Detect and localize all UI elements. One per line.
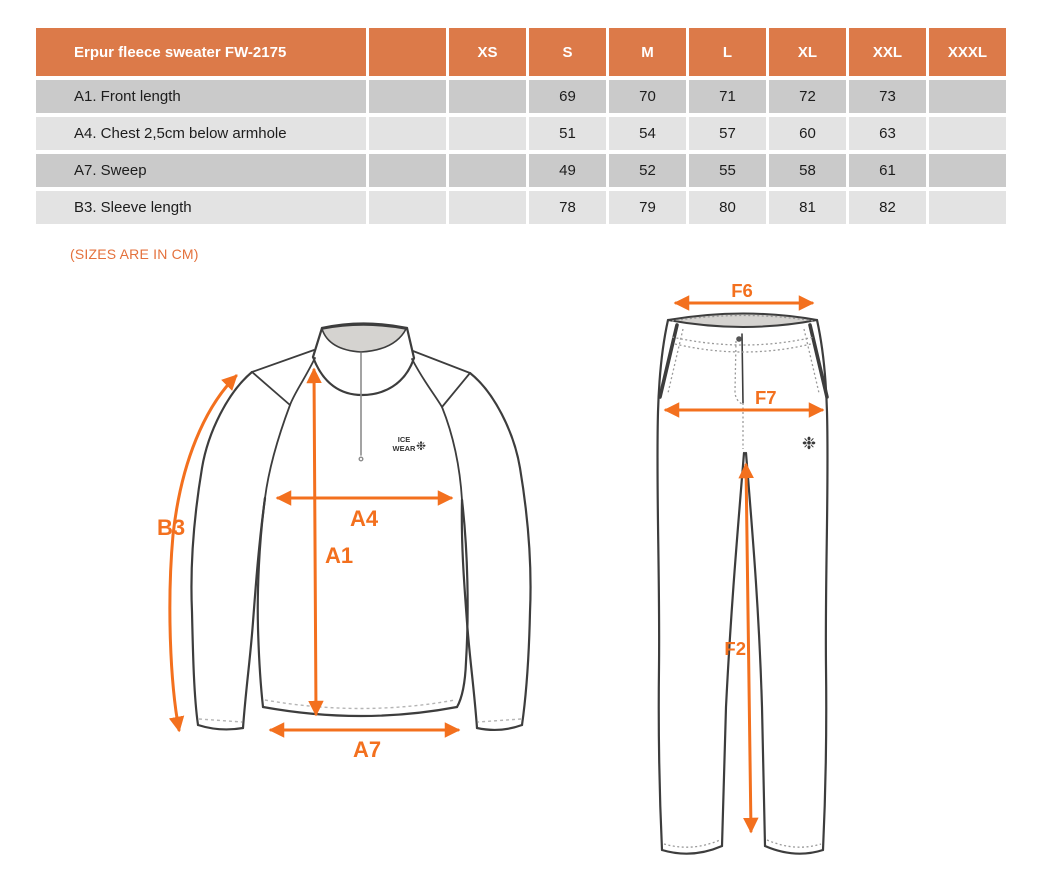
f7-label: F7 [755,387,777,408]
size-value-cell [449,117,526,150]
size-value-cell [369,80,446,113]
size-value-cell: 63 [849,117,926,150]
size-column-header-xl: XL [769,28,846,76]
sweater-stitching [199,700,521,722]
size-value-cell [369,191,446,224]
size-column-header-l: L [689,28,766,76]
size-value-cell [449,154,526,187]
size-value-cell [929,80,1006,113]
a4-label: A4 [349,506,379,531]
size-value-cell: 52 [609,154,686,187]
row-label: A7. Sweep [36,154,366,187]
size-value-cell: 82 [849,191,926,224]
size-value-cell [369,117,446,150]
size-value-cell [369,154,446,187]
row-label: A1. Front length [36,80,366,113]
size-value-cell: 60 [769,117,846,150]
left-pocket [660,325,677,397]
sweater-measurements [170,370,458,730]
b3-label: B3 [156,515,186,540]
collar-inner [322,325,406,352]
b3-arrow [170,376,236,730]
logo-text-line1: ICE [397,435,411,444]
fly-stitch [735,341,742,404]
size-value-cell: 57 [689,117,766,150]
size-column-header-xxxl: XXXL [929,28,1006,76]
f2-label: F2 [724,638,746,659]
size-value-cell [929,154,1006,187]
row-label: B3. Sleeve length [36,191,366,224]
a1-arrow [314,370,316,714]
size-value-cell: 58 [769,154,846,187]
row-label: A4. Chest 2,5cm below armhole [36,117,366,150]
size-value-cell: 81 [769,191,846,224]
icewear-logo [393,435,426,453]
a7-label: A7 [352,737,382,762]
size-value-cell [449,191,526,224]
size-value-cell [929,191,1006,224]
size-value-cell: 61 [849,154,926,187]
pants-outline [657,314,827,854]
size-value-cell: 70 [609,80,686,113]
size-column-header [369,28,446,76]
size-value-cell: 49 [529,154,606,187]
waistband [668,314,817,328]
f6-label: F6 [731,280,753,301]
table-title: Erpur fleece sweater FW-2175 [36,28,366,76]
size-value-cell: 79 [609,191,686,224]
size-value-cell [929,117,1006,150]
size-value-cell: 72 [769,80,846,113]
size-column-header-s: S [529,28,606,76]
size-column-header-m: M [609,28,686,76]
snowflake-icon: ❉ [801,434,817,453]
a1-label: A1 [325,543,354,568]
size-table [36,28,1006,224]
size-value-cell: 71 [689,80,766,113]
logo-text-line2: WEAR [392,444,416,453]
pants-measurements [666,303,822,831]
snowflake-icon: ❉ [415,439,427,453]
waist-button [736,336,742,342]
size-value-cell: 69 [529,80,606,113]
size-value-cell: 80 [689,191,766,224]
size-value-cell: 78 [529,191,606,224]
sweater-diagram [133,292,593,772]
size-value-cell: 55 [689,154,766,187]
size-column-header-xxl: XXL [849,28,926,76]
size-value-cell: 51 [529,117,606,150]
zipper-pull [359,457,363,461]
pants-diagram [615,277,915,877]
size-value-cell: 54 [609,117,686,150]
size-value-cell [449,80,526,113]
size-column-header-xs: XS [449,28,526,76]
size-value-cell: 73 [849,80,926,113]
sizes-note: (SIZES ARE IN CM) [70,246,199,262]
